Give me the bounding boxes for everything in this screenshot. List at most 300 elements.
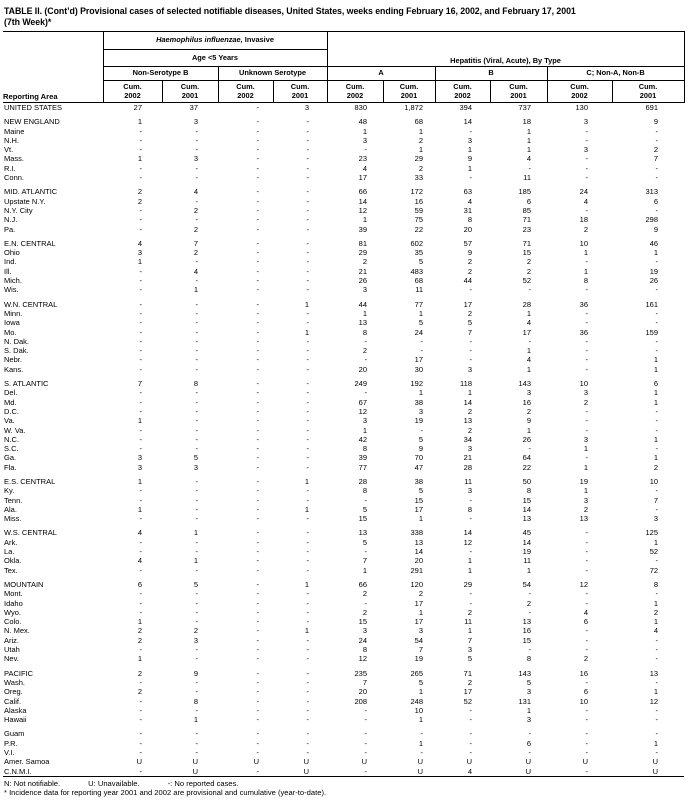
reporting-area-cell: Guam (4, 729, 25, 739)
value-cell: - (306, 224, 310, 234)
value-cell: - (139, 598, 142, 608)
value-cell: - (306, 434, 310, 444)
value-cell: - (139, 715, 142, 725)
value-cell: 2 (467, 266, 473, 276)
cum-year-header: Cum. 2001 (612, 81, 684, 103)
value-cell: 3 (583, 388, 589, 398)
value-cell: - (195, 318, 198, 328)
value-cell: - (585, 453, 589, 463)
value-cell: 12 (358, 654, 368, 664)
value-cell: 4 (137, 556, 142, 566)
value-cell: - (655, 589, 659, 599)
value-cell: - (139, 364, 142, 374)
value-cell: 10 (579, 696, 589, 706)
footnote-incidence: * Incidence data for reporting year 2001 and 2002 are provisional and cumulative (year-to-date). (4, 788, 327, 798)
value-cell: 14 (463, 397, 473, 407)
value-cell: 38 (414, 397, 424, 407)
value-cell: 2 (467, 677, 473, 687)
value-cell: 3 (193, 635, 198, 645)
value-cell: - (306, 565, 310, 575)
value-cell: 4 (526, 154, 532, 164)
value-cell: 11 (523, 556, 532, 566)
reporting-area-cell: Miss. (4, 514, 22, 524)
value-cell: 1 (137, 654, 142, 664)
value-cell: - (655, 346, 659, 356)
value-cell: 3 (526, 687, 532, 697)
value-cell: 19 (649, 266, 659, 276)
value-cell: 52 (463, 696, 473, 706)
value-cell: 1 (362, 565, 368, 575)
value-cell: - (306, 738, 310, 748)
value-cell: - (585, 626, 589, 636)
value-cell: 1 (137, 617, 142, 627)
value-cell: - (195, 547, 198, 557)
value-cell: - (256, 495, 259, 505)
value-cell: - (256, 556, 259, 566)
value-cell: - (585, 173, 589, 183)
value-cell: 1 (526, 135, 532, 145)
value-cell: - (655, 425, 659, 435)
table-row (3, 514, 684, 523)
value-cell: - (139, 738, 142, 748)
value-cell: 54 (522, 579, 532, 589)
value-cell: 1 (362, 126, 368, 136)
value-cell: 2 (418, 135, 424, 145)
value-cell: - (655, 126, 659, 136)
value-cell: 52 (522, 276, 532, 286)
value-cell: - (256, 205, 259, 215)
value-cell: - (256, 453, 259, 463)
value-cell: - (528, 285, 532, 295)
footnote-no-cases: -: No reported cases. (167, 778, 239, 788)
table-row (3, 328, 684, 337)
value-cell: - (195, 617, 198, 627)
value-cell: 5 (467, 654, 473, 664)
reporting-area-cell: W.N. CENTRAL (4, 299, 58, 309)
value-cell: - (256, 238, 259, 248)
value-cell: - (256, 476, 259, 486)
subgroup-hep-c: C; Non-A, Non-B (547, 67, 684, 81)
value-cell: 3 (193, 462, 198, 472)
reporting-area-cell: Mo. (4, 327, 17, 337)
value-cell: 52 (649, 547, 659, 557)
value-cell: - (420, 748, 424, 757)
value-cell: - (256, 715, 259, 725)
value-cell: 10 (414, 705, 424, 715)
value-cell: 1 (583, 462, 589, 472)
value-cell: U (652, 757, 659, 767)
value-cell: 8 (362, 486, 368, 496)
table-row (3, 295, 684, 309)
table-row (3, 154, 684, 163)
value-cell: 5 (418, 257, 424, 267)
table-row (3, 617, 684, 626)
value-cell: - (306, 355, 310, 365)
value-cell: 3 (583, 434, 589, 444)
value-cell: - (256, 397, 259, 407)
value-cell: - (306, 266, 310, 276)
value-cell: - (585, 598, 589, 608)
value-cell: 1 (467, 556, 473, 566)
value-cell: 1 (467, 145, 473, 155)
value-cell: 39 (358, 224, 368, 234)
table-row (3, 505, 684, 514)
table-row (3, 435, 684, 444)
table-row (3, 706, 684, 715)
value-cell: - (364, 336, 368, 346)
value-cell: - (469, 748, 473, 757)
value-cell: 4 (137, 238, 142, 248)
value-cell: 1 (467, 626, 473, 636)
reporting-area-cell: Tex. (4, 565, 18, 575)
value-cell: 6 (653, 379, 659, 389)
value-cell: 14 (522, 537, 532, 547)
value-cell: - (139, 748, 142, 757)
value-cell: - (306, 589, 310, 599)
reporting-area-cell: N.H. (4, 135, 19, 145)
value-cell: 5 (362, 504, 368, 514)
value-cell: 691 (645, 103, 659, 112)
value-cell: - (306, 205, 310, 215)
value-cell: - (139, 397, 142, 407)
value-cell: U (582, 757, 589, 767)
value-cell: 3 (467, 645, 473, 655)
value-cell: 5 (418, 677, 424, 687)
value-cell: 39 (358, 453, 368, 463)
value-cell: 2 (362, 607, 368, 617)
value-cell: 8 (193, 379, 198, 389)
value-cell: - (139, 425, 142, 435)
value-cell: 1 (137, 476, 142, 486)
value-cell: - (585, 163, 589, 173)
value-cell: 17 (414, 598, 424, 608)
value-cell: - (306, 495, 310, 505)
value-cell: - (256, 444, 259, 454)
value-cell: - (585, 715, 589, 725)
reporting-area-cell: Oreg. (4, 687, 23, 697)
value-cell: 81 (358, 238, 368, 248)
value-cell: 3 (137, 248, 142, 258)
reporting-area-cell: Wash. (4, 677, 25, 687)
value-cell: - (306, 406, 310, 416)
value-cell: - (306, 257, 310, 267)
value-cell: U (253, 757, 259, 767)
haemophilus-rest-label: Invasive (242, 35, 274, 45)
value-cell: 6 (583, 687, 589, 697)
value-cell: 64 (522, 453, 532, 463)
reporting-area-cell: Tenn. (4, 495, 23, 505)
table-row (3, 472, 684, 486)
value-cell: - (139, 215, 142, 225)
cum-year-header: Cum. 2002 (327, 81, 383, 103)
reporting-area-cell: S.C. (4, 444, 19, 454)
value-cell: - (306, 677, 310, 687)
value-cell: 44 (463, 276, 473, 286)
footnote-not-notifiable: N: Not notifiable. (4, 778, 61, 788)
cum-year-header: Cum. 2002 (218, 81, 273, 103)
table-row (3, 388, 684, 397)
value-cell: - (195, 327, 198, 337)
value-cell: - (306, 556, 310, 566)
value-cell: 20 (463, 224, 473, 234)
value-cell: 1 (193, 556, 198, 566)
value-cell: - (364, 145, 368, 155)
value-cell: 737 (518, 103, 532, 112)
reporting-area-cell: Minn. (4, 308, 23, 318)
notifiable-diseases-table (3, 31, 685, 777)
value-cell: 17 (414, 617, 424, 627)
value-cell: - (655, 318, 659, 328)
value-cell: 3 (467, 364, 473, 374)
value-cell: 2 (583, 654, 589, 664)
value-cell: - (306, 453, 310, 463)
value-cell: 68 (414, 276, 424, 286)
value-cell: 1 (653, 388, 659, 398)
value-cell: 37 (189, 103, 198, 112)
value-cell: - (585, 729, 589, 739)
value-cell: - (585, 205, 589, 215)
reporting-area-cell: Calif. (4, 696, 22, 706)
value-cell: 11 (523, 173, 532, 183)
reporting-area-cell: N.Y. City (4, 205, 33, 215)
value-cell: - (256, 364, 259, 374)
value-cell: - (195, 537, 198, 547)
value-cell: 1 (526, 145, 532, 155)
value-cell: - (256, 224, 259, 234)
value-cell: - (195, 346, 198, 356)
table-row (3, 444, 684, 453)
value-cell: - (306, 444, 310, 454)
value-cell: 17 (414, 355, 424, 365)
value-cell: 11 (464, 617, 473, 627)
value-cell: 8 (526, 654, 532, 664)
reporting-area-cell: C.N.M.I. (4, 766, 32, 776)
value-cell: - (195, 397, 198, 407)
value-cell: - (306, 729, 310, 739)
value-cell: - (195, 495, 198, 505)
reporting-area-cell: La. (4, 547, 15, 557)
haemophilus-group-header (103, 32, 327, 50)
table-row (3, 248, 684, 257)
table-row (3, 608, 684, 617)
value-cell: 208 (354, 696, 368, 706)
value-cell: - (585, 425, 589, 435)
value-cell: - (256, 738, 259, 748)
value-cell: - (256, 355, 259, 365)
value-cell: 1 (304, 476, 310, 486)
value-cell: U (417, 757, 424, 767)
value-cell: - (528, 444, 532, 454)
value-cell: 2 (467, 425, 473, 435)
value-cell: 1 (362, 215, 368, 225)
value-cell: 27 (133, 103, 142, 112)
value-cell: 6 (137, 579, 142, 589)
value-cell: 2 (137, 668, 142, 678)
value-cell: - (195, 416, 198, 426)
cum-year-header: Cum. 2001 (162, 81, 218, 103)
value-cell: - (306, 416, 310, 426)
value-cell: - (195, 406, 198, 416)
value-cell: - (655, 635, 659, 645)
value-cell: 9 (653, 117, 659, 127)
reporting-area-cell: Okla. (4, 556, 22, 566)
hepatitis-group-header: Hepatitis (Viral, Acute), By Type (327, 32, 684, 67)
value-cell: 12 (579, 579, 589, 589)
table-row (3, 724, 684, 738)
value-cell: 2 (526, 257, 532, 267)
value-cell: 19 (522, 547, 532, 557)
subgroup-hep-a: A (327, 67, 435, 81)
value-cell: 161 (645, 299, 659, 309)
value-cell: 6 (526, 196, 532, 206)
value-cell: 1 (304, 327, 310, 337)
value-cell: - (139, 514, 142, 524)
value-cell: - (655, 173, 659, 183)
value-cell: 47 (414, 462, 424, 472)
value-cell: - (195, 598, 198, 608)
value-cell: 1 (418, 607, 424, 617)
value-cell: 3 (467, 486, 473, 496)
value-cell: - (306, 598, 310, 608)
value-cell: 4 (526, 355, 532, 365)
value-cell: 14 (414, 547, 424, 557)
value-cell: 3 (467, 135, 473, 145)
value-cell: 1 (304, 579, 310, 589)
value-cell: 159 (645, 327, 659, 337)
value-cell: 23 (358, 154, 368, 164)
table-title-block (4, 6, 686, 28)
value-cell: - (256, 696, 259, 706)
value-cell: - (139, 327, 142, 337)
value-cell: - (195, 486, 198, 496)
value-cell: 1 (653, 355, 659, 365)
value-cell: 77 (358, 462, 368, 472)
value-cell: - (306, 537, 310, 547)
value-cell: 24 (414, 327, 424, 337)
value-cell: 24 (358, 635, 368, 645)
value-cell: - (655, 163, 659, 173)
value-cell: 2 (362, 346, 368, 356)
value-cell: - (256, 318, 259, 328)
footnote-legend (4, 779, 686, 788)
value-cell: 2 (653, 462, 659, 472)
value-cell: 2 (193, 224, 198, 234)
value-cell: 1 (304, 504, 310, 514)
value-cell: - (306, 528, 310, 538)
value-cell: - (139, 318, 142, 328)
value-cell: 3 (362, 626, 368, 636)
value-cell: 30 (414, 364, 424, 374)
value-cell: - (139, 406, 142, 416)
reporting-area-cell: Colo. (4, 617, 22, 627)
table-row (3, 664, 684, 678)
value-cell: 19 (579, 476, 589, 486)
value-cell: 71 (522, 238, 532, 248)
value-cell: - (306, 308, 310, 318)
value-cell: - (195, 135, 198, 145)
reporting-area-cell: P.R. (4, 738, 18, 748)
value-cell: - (256, 425, 259, 435)
table-row (3, 687, 684, 696)
value-cell: 1 (653, 687, 659, 697)
value-cell: 12 (358, 406, 368, 416)
reporting-area-cell: N.J. (4, 215, 18, 225)
value-cell: - (139, 537, 142, 547)
value-cell: - (256, 163, 259, 173)
cum-year-header: Cum. 2002 (103, 81, 162, 103)
value-cell: 7 (653, 154, 659, 164)
value-cell: - (655, 257, 659, 267)
value-cell: 1 (526, 346, 532, 356)
value-cell: - (306, 126, 310, 136)
value-cell: 2 (583, 224, 589, 234)
value-cell: - (256, 598, 259, 608)
value-cell: 14 (463, 117, 473, 127)
value-cell: 2 (193, 248, 198, 258)
value-cell: - (469, 547, 473, 557)
value-cell: 1 (418, 715, 424, 725)
table-row (3, 575, 684, 589)
subgroup-non-serotype-b: Non-Serotype B (103, 67, 218, 81)
table-row (3, 206, 684, 215)
value-cell: 5 (193, 579, 198, 589)
value-cell: 15 (358, 514, 368, 524)
value-cell: 12 (358, 205, 368, 215)
value-cell: 3 (418, 406, 424, 416)
value-cell: - (306, 318, 310, 328)
value-cell: 15 (414, 495, 424, 505)
value-cell: 59 (414, 205, 424, 215)
value-cell: 130 (575, 103, 589, 112)
table-row (3, 636, 684, 645)
table-row (3, 257, 684, 266)
value-cell: - (256, 379, 259, 389)
value-cell: 50 (522, 476, 532, 486)
reporting-area-cell: Ariz. (4, 635, 19, 645)
value-cell: - (585, 677, 589, 687)
reporting-area-cell: Upstate N.Y. (4, 196, 46, 206)
value-cell: 265 (410, 668, 424, 678)
reporting-area-cell: Ohio (4, 248, 20, 258)
value-cell: - (585, 257, 589, 267)
reporting-area-cell: Pa. (4, 224, 16, 234)
table-row (3, 486, 684, 495)
value-cell: - (585, 528, 589, 538)
value-cell: 2 (418, 163, 424, 173)
value-cell: 77 (414, 299, 424, 309)
value-cell: - (469, 514, 473, 524)
table-row (3, 463, 684, 472)
value-cell: 1 (362, 308, 368, 318)
value-cell: - (256, 308, 259, 318)
value-cell: - (585, 126, 589, 136)
value-cell: - (256, 589, 259, 599)
value-cell: - (195, 163, 198, 173)
value-cell: - (195, 748, 198, 757)
value-cell: 42 (358, 434, 368, 444)
reporting-area-cell: Wyo. (4, 607, 22, 617)
value-cell: - (256, 462, 259, 472)
table-row (3, 215, 684, 224)
reporting-area-cell: Ark. (4, 537, 18, 547)
value-cell: 13 (649, 668, 659, 678)
value-cell: - (306, 607, 310, 617)
value-cell: - (256, 285, 259, 295)
value-cell: 4 (583, 607, 589, 617)
value-cell: 8 (362, 444, 368, 454)
value-cell: - (139, 434, 142, 444)
value-cell: 1,872 (404, 103, 424, 112)
